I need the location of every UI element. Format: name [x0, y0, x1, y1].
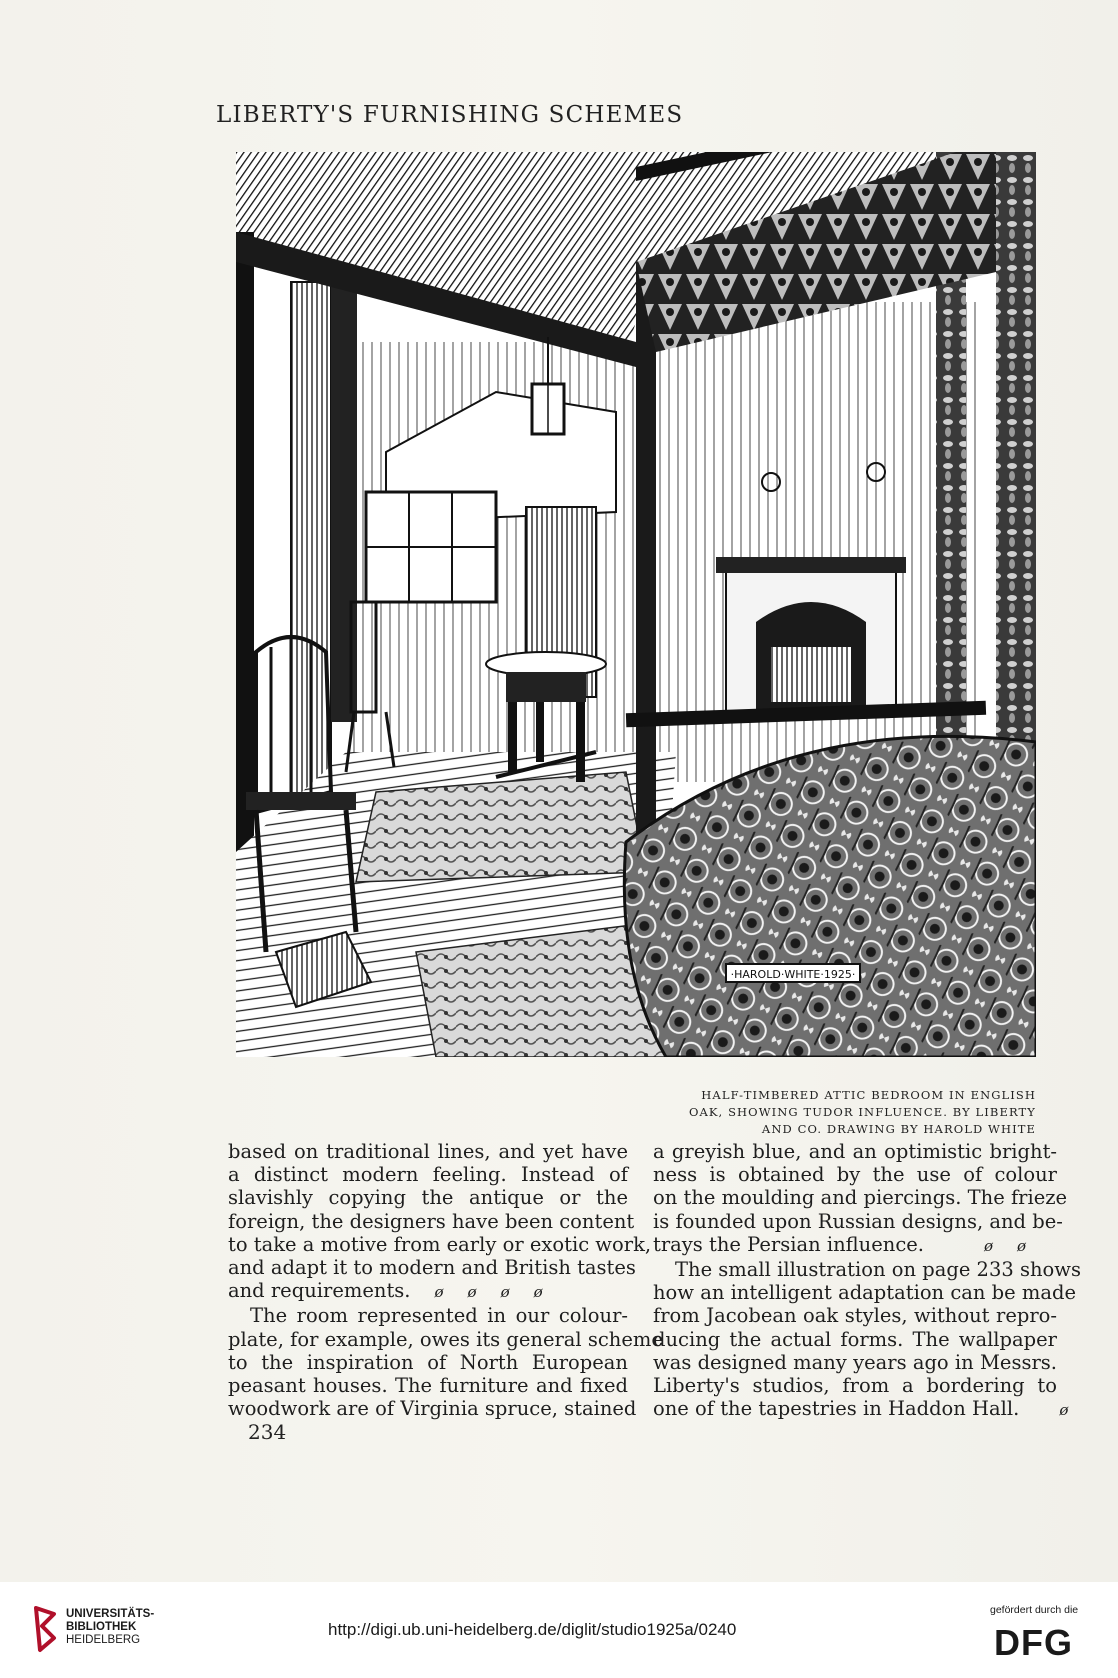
text-line: woodwork are of Virginia spruce, stained — [228, 1397, 637, 1421]
library-logo-icon — [32, 1604, 58, 1654]
illustration-caption — [640, 1087, 1036, 1138]
text-line-ending — [653, 1233, 1057, 1258]
page-number: 234 — [248, 1420, 287, 1444]
text-line: based on traditional lines, and yet have — [228, 1140, 628, 1163]
text-line: was designed many years ago in Messrs. — [653, 1350, 1057, 1374]
text-line: slavishly copying the antique or the — [228, 1186, 628, 1210]
text-line: how an intelligent adaptation can be made — [653, 1281, 1076, 1305]
text-line: to take a motive from early or exotic work, — [228, 1232, 652, 1256]
text-line: Liberty's studios, from a bordering to — [653, 1374, 1057, 1398]
text-line: ness is obtained by the use of colour — [653, 1163, 1057, 1187]
text-line: is founded upon Russian designs, and be- — [653, 1209, 1063, 1233]
dfg-logo: DFG — [994, 1622, 1073, 1663]
paragraph-ornament: ø — [1059, 1401, 1069, 1420]
library-name-line: HEIDELBERG — [66, 1634, 141, 1646]
text-line: ducing the actual forms. The wallpaper — [653, 1327, 1057, 1351]
text-line: and adapt it to modern and British tastes — [228, 1256, 636, 1280]
library-name-line: UNIVERSITÄTS- — [66, 1608, 155, 1620]
funding-note: gefördert durch die — [990, 1604, 1079, 1616]
paragraph-ornament: ø — [467, 1283, 477, 1302]
text-line: one of the tapestries in Haddon Hall. — [653, 1397, 1020, 1421]
text-line: peasant houses. The furniture and fixed — [228, 1374, 628, 1398]
left-column — [228, 1140, 663, 1421]
text-line: The small illustration on page 233 shows — [675, 1258, 1081, 1282]
text-line-ending — [228, 1279, 628, 1304]
text-line: The room represented in our colour- — [250, 1304, 628, 1328]
text-line: from Jacobean oak styles, without repro- — [653, 1304, 1057, 1328]
library-name — [66, 1608, 154, 1647]
text-line: trays the Persian influence. — [653, 1232, 924, 1256]
paragraph-ornament: ø — [533, 1283, 543, 1302]
text-line: and requirements. — [228, 1279, 411, 1303]
paragraph-ornament: ø — [434, 1283, 444, 1302]
artist-signature: ·HAROLD·WHITE·1925· — [730, 968, 856, 981]
paragraph-ornament: ø — [984, 1236, 994, 1255]
running-head: LIBERTY'S FURNISHING SCHEMES — [216, 102, 684, 128]
source-url-link[interactable]: http://digi.ub.uni-heidelberg.de/diglit/studio1925a/0240 — [328, 1620, 737, 1639]
bedroom-drawing — [236, 152, 1036, 1057]
caption-line: AND CO. DRAWING BY HAROLD WHITE — [761, 1122, 1036, 1136]
text-line: a greyish blue, and an optimistic bright- — [653, 1140, 1057, 1163]
text-line: on the moulding and piercings. The frieze — [653, 1186, 1068, 1210]
text-line: foreign, the designers have been content — [228, 1209, 635, 1233]
library-name-line: BIBLIOTHEK — [66, 1621, 137, 1633]
text-line: plate, for example, owes its general scheme — [228, 1327, 663, 1351]
caption-line: OAK, SHOWING TUDOR INFLUENCE. BY LIBERTY — [688, 1105, 1036, 1119]
bedroom-illustration — [236, 152, 1036, 1057]
digitization-footer — [0, 1582, 1118, 1678]
text-line: to the inspiration of North European — [228, 1350, 628, 1374]
paragraph-ornament: ø — [1017, 1236, 1027, 1255]
paragraph-ornament: ø — [500, 1283, 510, 1302]
text-line-ending — [653, 1397, 1069, 1422]
right-column — [653, 1140, 1081, 1422]
caption-line: HALF-TIMBERED ATTIC BEDROOM IN ENGLISH — [701, 1088, 1036, 1102]
text-line: a distinct modern feeling. Instead of — [228, 1163, 628, 1187]
